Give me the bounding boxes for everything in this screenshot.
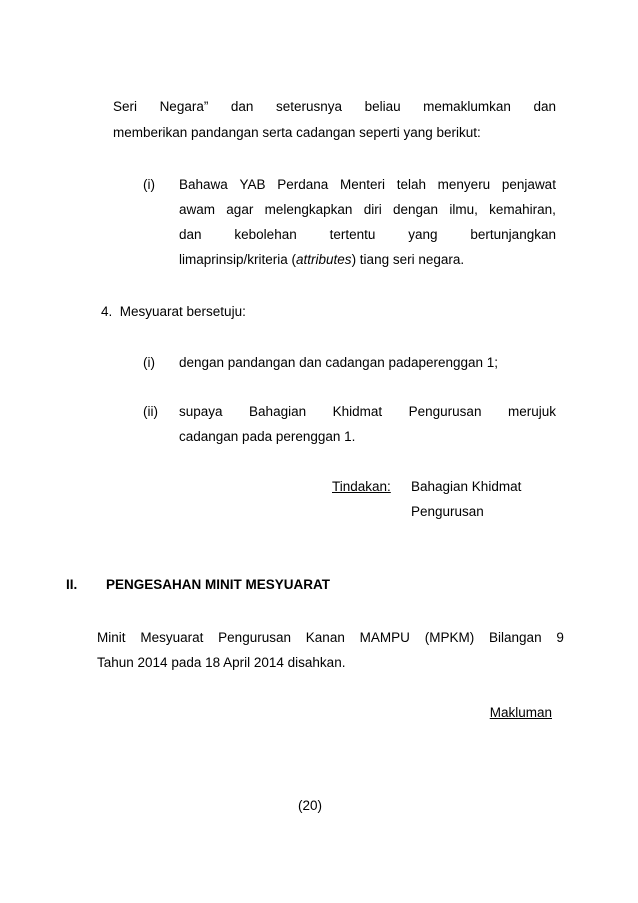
- item-i-number: (i): [143, 177, 155, 192]
- word: Mesyuarat: [140, 630, 204, 645]
- word: agar: [226, 202, 254, 217]
- word: Bahagian: [249, 404, 307, 419]
- word: YAB: [239, 177, 266, 192]
- word: memaklumkan: [423, 99, 511, 114]
- word: Negara”: [159, 99, 209, 114]
- intro-line-1: [113, 98, 556, 116]
- word: telah: [396, 177, 426, 192]
- agreed-sub-i-text: dengan pandangan dan cadangan padaperenggan 1;: [179, 355, 499, 370]
- word: beliau: [364, 99, 401, 114]
- word: kebolehan: [234, 227, 297, 242]
- word: Seri: [113, 99, 138, 114]
- word: supaya: [179, 404, 223, 419]
- item-i-line-1: [179, 176, 556, 194]
- agreed-sub-ii-number: (ii): [143, 404, 158, 419]
- word: dan: [533, 99, 556, 114]
- word: Perdana: [277, 177, 329, 192]
- word: Pengurusan: [408, 404, 482, 419]
- word: yang: [408, 227, 438, 242]
- section-title: PENGESAHAN MINIT MESYUARAT: [106, 577, 331, 592]
- word: Minit: [97, 630, 126, 645]
- word: Menteri: [339, 177, 385, 192]
- word: Khidmat: [332, 404, 383, 419]
- action-value-line-2: Pengurusan: [411, 504, 484, 519]
- word: (MPKM): [424, 630, 475, 645]
- action-label: Tindakan:: [332, 479, 391, 494]
- word: Bilangan: [489, 630, 542, 645]
- word: bertunjangkan: [470, 227, 556, 242]
- word: Bahawa: [179, 177, 228, 192]
- word: dan: [230, 99, 254, 114]
- word: melengkapkan: [264, 202, 353, 217]
- section-body-line-2: Tahun 2014 pada 18 April 2014 disahkan.: [97, 655, 346, 670]
- intro-line-2: memberikan pandangan serta cadangan seperti yang berikut:: [113, 125, 481, 140]
- agreed-sub-ii-line-1: [179, 403, 556, 421]
- word: kemahiran,: [489, 202, 556, 217]
- word: menyeru: [437, 177, 491, 192]
- word: dan: [179, 227, 202, 242]
- text: limaprinsip/kriteria (: [179, 252, 297, 267]
- page-number: (20): [298, 798, 323, 813]
- word: merujuk: [507, 404, 556, 419]
- word: ilmu,: [449, 202, 478, 217]
- agreed-sub-ii-line-2: cadangan pada perenggan 1.: [179, 429, 356, 444]
- word: awam: [179, 202, 216, 217]
- word: diri: [363, 202, 382, 217]
- agreed-sub-i-number: (i): [143, 355, 155, 370]
- word: Kanan: [305, 630, 345, 645]
- section-body-line-1: [97, 629, 564, 647]
- word: MAMPU: [359, 630, 410, 645]
- section-number: II.: [66, 577, 78, 592]
- word: tertentu: [329, 227, 376, 242]
- makluman-note: Makluman: [489, 705, 552, 720]
- word: Pengurusan: [218, 630, 291, 645]
- item-i-line-2: [179, 201, 556, 219]
- word: seterusnya: [275, 99, 343, 114]
- word: 9: [556, 630, 564, 645]
- text: ) tiang seri negara.: [351, 252, 465, 267]
- action-value-line-1: Bahagian Khidmat: [411, 479, 522, 494]
- item-i-line-4: [179, 251, 464, 269]
- italic-term: attributes: [296, 252, 352, 267]
- word: dengan: [393, 202, 439, 217]
- item-i-line-3: [179, 226, 556, 244]
- agreed-heading: 4. Mesyuarat bersetuju:: [101, 304, 246, 319]
- word: penjawat: [501, 177, 556, 192]
